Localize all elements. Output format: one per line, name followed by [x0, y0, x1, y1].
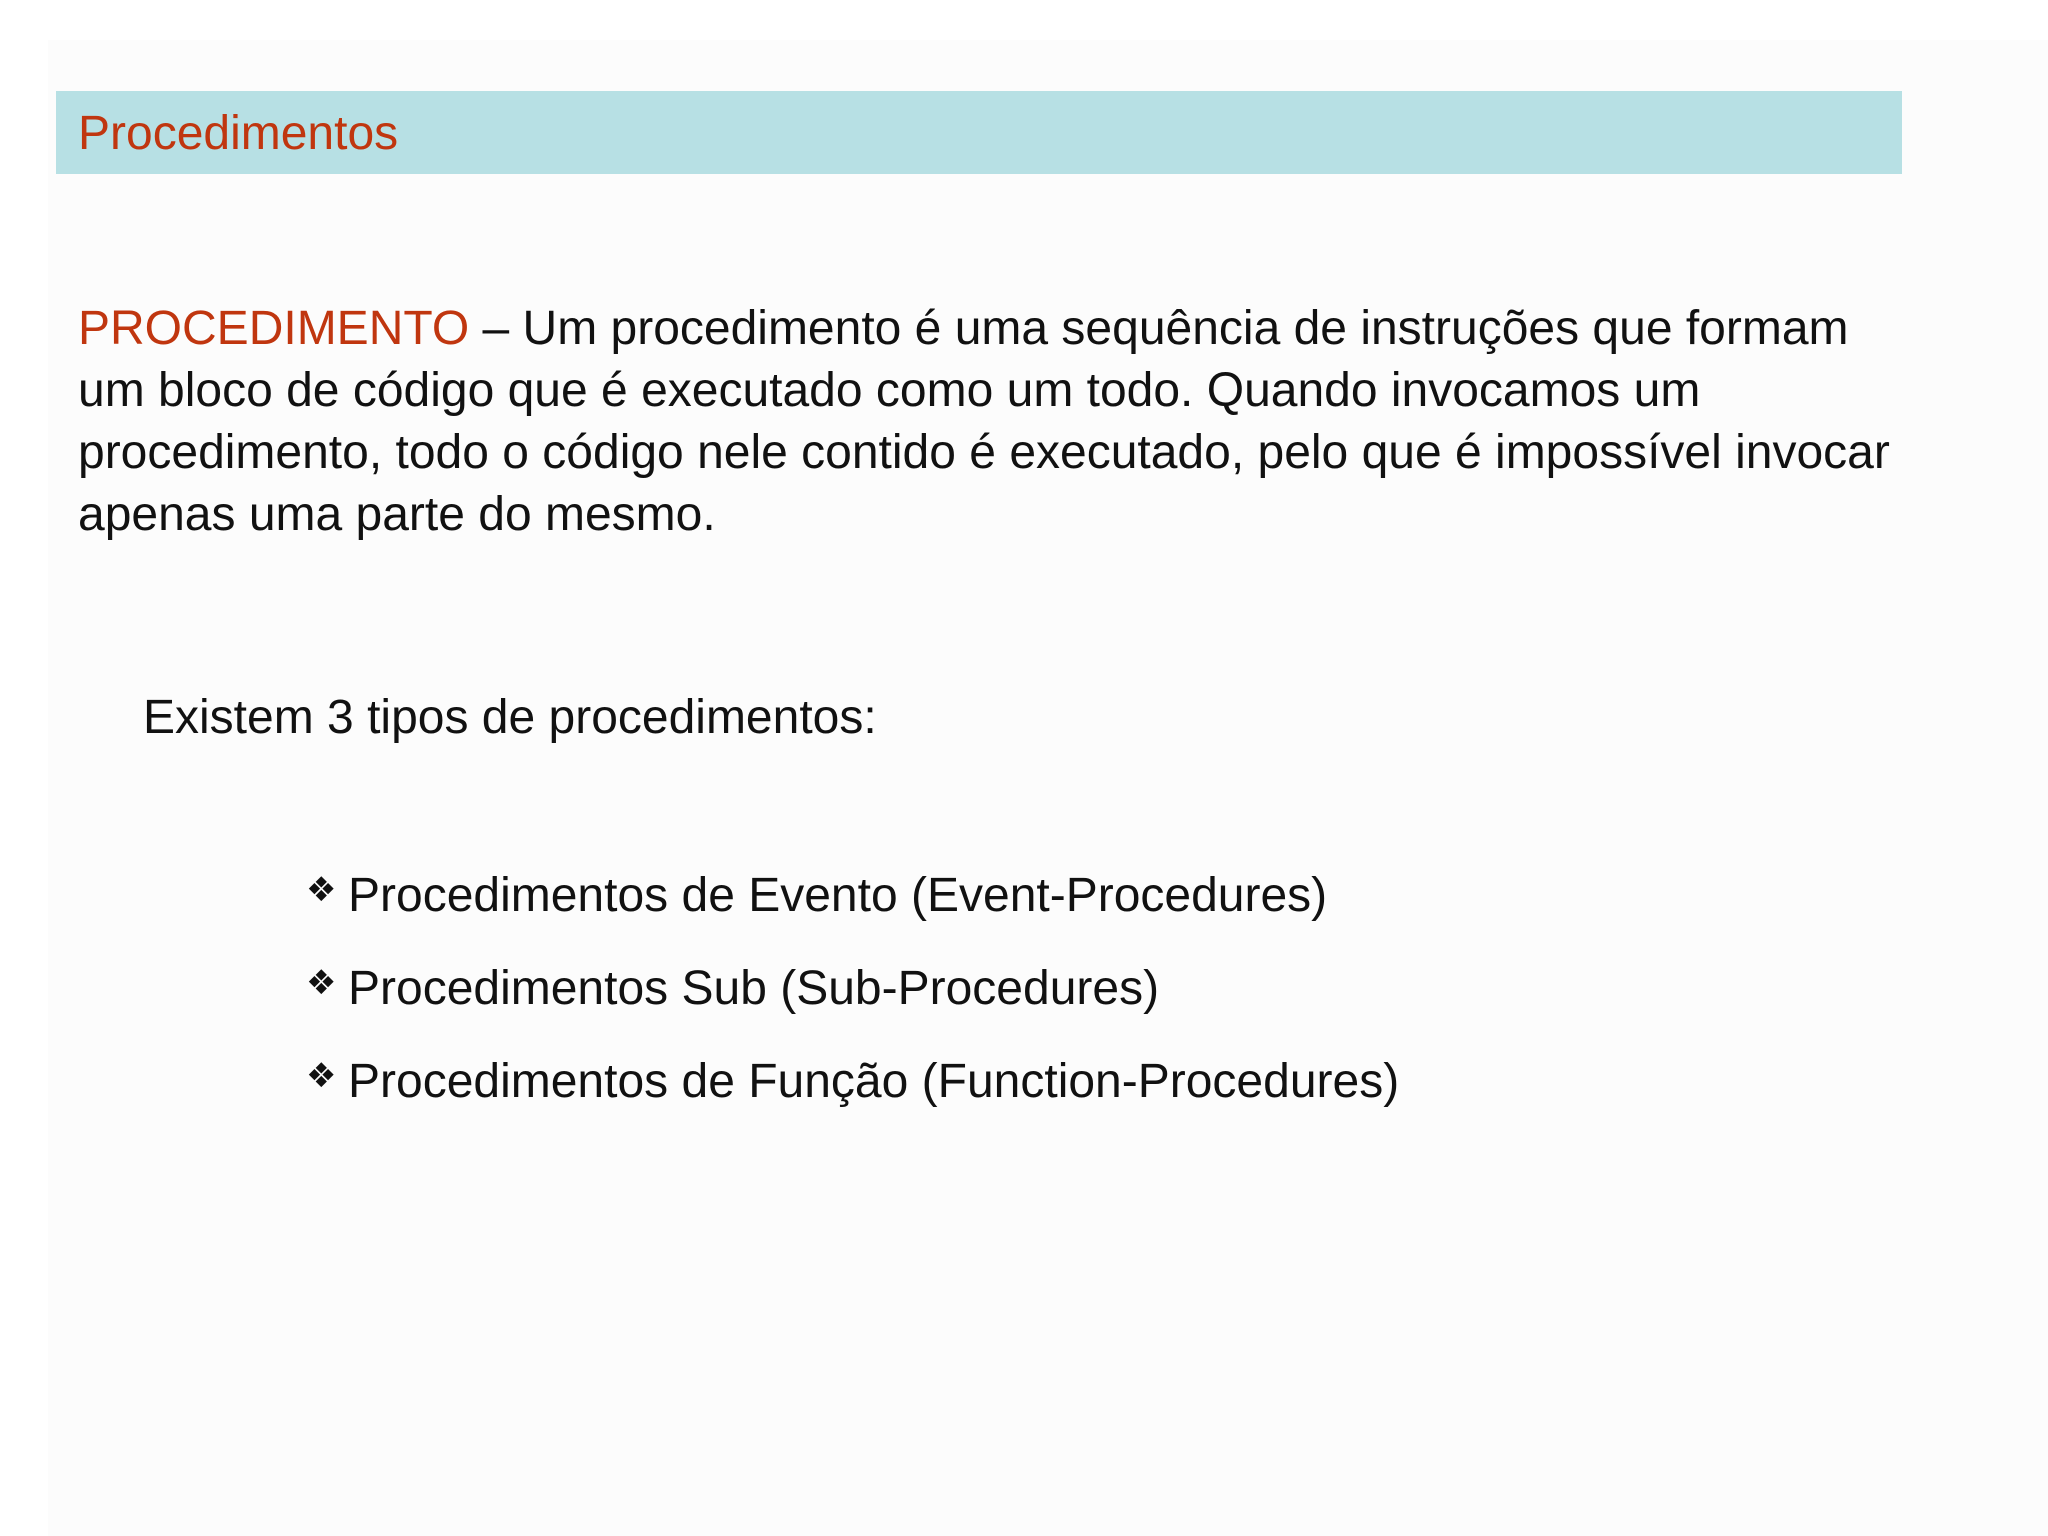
slide-background — [48, 40, 2048, 1536]
list-item-label: Procedimentos de Evento (Event-Procedures) — [348, 869, 1328, 922]
procedure-types-list — [306, 866, 1399, 1145]
slide-title: Procedimentos — [78, 107, 399, 160]
list-item-label: Procedimentos Sub (Sub-Procedures) — [348, 962, 1160, 1015]
list-item-label: Procedimentos de Função (Function-Procedures) — [348, 1055, 1400, 1108]
four-diamond-bullet-icon: ❖ — [306, 1056, 337, 1096]
procedure-types-intro: Existem 3 tipos de procedimentos: — [143, 691, 877, 744]
list-item — [306, 1052, 1399, 1145]
four-diamond-bullet-icon: ❖ — [306, 963, 337, 1003]
list-item — [306, 959, 1399, 1052]
definition-paragraph — [78, 298, 1918, 546]
list-item — [306, 866, 1399, 959]
definition-text: – Um procedimento é uma sequência de instruções que formam um bloco de código que é executado como um todo. Quando invocamos um procedimento, todo o código nele contido é executado, pelo que é impossível invocar apenas uma parte do mesmo. — [78, 302, 1890, 541]
four-diamond-bullet-icon: ❖ — [306, 870, 337, 910]
definition-term: PROCEDIMENTO — [78, 302, 470, 355]
